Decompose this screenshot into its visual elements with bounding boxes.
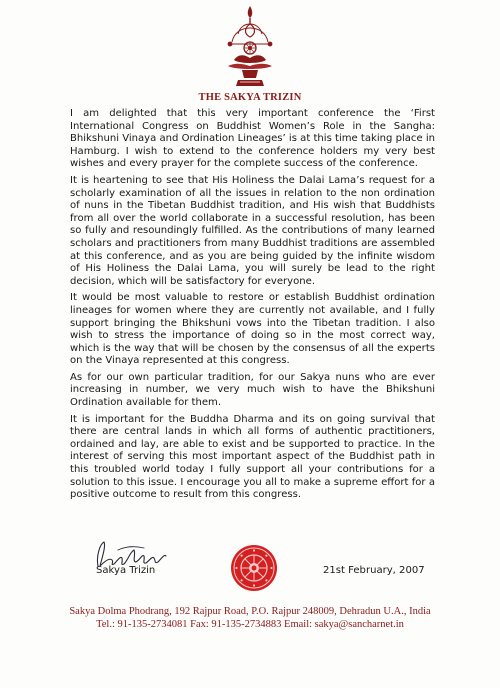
letter-body bbox=[70, 108, 435, 506]
letter-date: 21st February, 2007 bbox=[323, 565, 425, 576]
letter-paragraph: It is important for the Buddha Dharma and its on going survival that there are central lands in which all forms of authentic practitioners, ordained and lay, are able to exist and be supported to practice. In the interest of serving this most important aspect of the Buddhist path in this troubled world today I fully support all your contributions for a solution to this issue. I encourage you all to make a supreme effort for a positive outcome to result from this congress. bbox=[70, 413, 435, 501]
footer-contact: Tel.: 91-135-2734081 Fax: 91-135-2734883 Email: sakya@sancharnet.in bbox=[96, 619, 404, 630]
letter-paragraph: As for our own particular tradition, for our Sakya nuns who are ever increasing in number, we very much wish to have the Bhikshuni Ordination available for them. bbox=[70, 371, 435, 409]
letterhead-title: THE SAKYA TRIZIN bbox=[198, 92, 302, 103]
red-seal-icon bbox=[229, 543, 279, 593]
letter-paragraph: It is heartening to see that His Holiness the Dalai Lama’s request for a scholarly examination of all the issues in relation to the non ordination of nuns in the Tibetan Buddhist tradition, and His wish that Buddhists from all over the world collaborate in a successful resolution, has been so fully and resoundingly fulfilled. As the contributions of many learned scholars and practitioners from many Buddhist traditions are assembled at this conference, and as you are being guided by the infinite wisdom of His Holiness the Dalai Lama, you will surely be lead to the right decision, which will be satisfactory for everyone. bbox=[70, 174, 435, 287]
letterhead-footer bbox=[0, 605, 500, 631]
sakya-emblem-icon bbox=[220, 4, 280, 90]
letter-paragraph: It would be most valuable to restore or establish Buddhist ordination lineages for women where they are currently not available, and I fully support bringing the Bhikshuni vows into the Tibetan tradition. I also wish to stress the importance of doing so in the most correct way, which is the way that will be chosen by the consensus of all the experts on the Vinaya represented at this congress. bbox=[70, 292, 435, 367]
signer-name: Sakya Trizin bbox=[96, 565, 156, 576]
letter-paragraph: I am delighted that this very important conference the ‘First International Congress on Buddhist Women’s Role in the Sangha: Bhikshuni Vinaya and Ordination Lineages’ is at this time taking place in Hamburg. I wish to extend to the conference holders my very best wishes and every prayer for the complete success of the conference. bbox=[70, 108, 435, 170]
footer-address: Sakya Dolma Phodrang, 192 Rajpur Road, P.O. Rajpur 248009, Dehradun U.A., India bbox=[69, 606, 431, 617]
